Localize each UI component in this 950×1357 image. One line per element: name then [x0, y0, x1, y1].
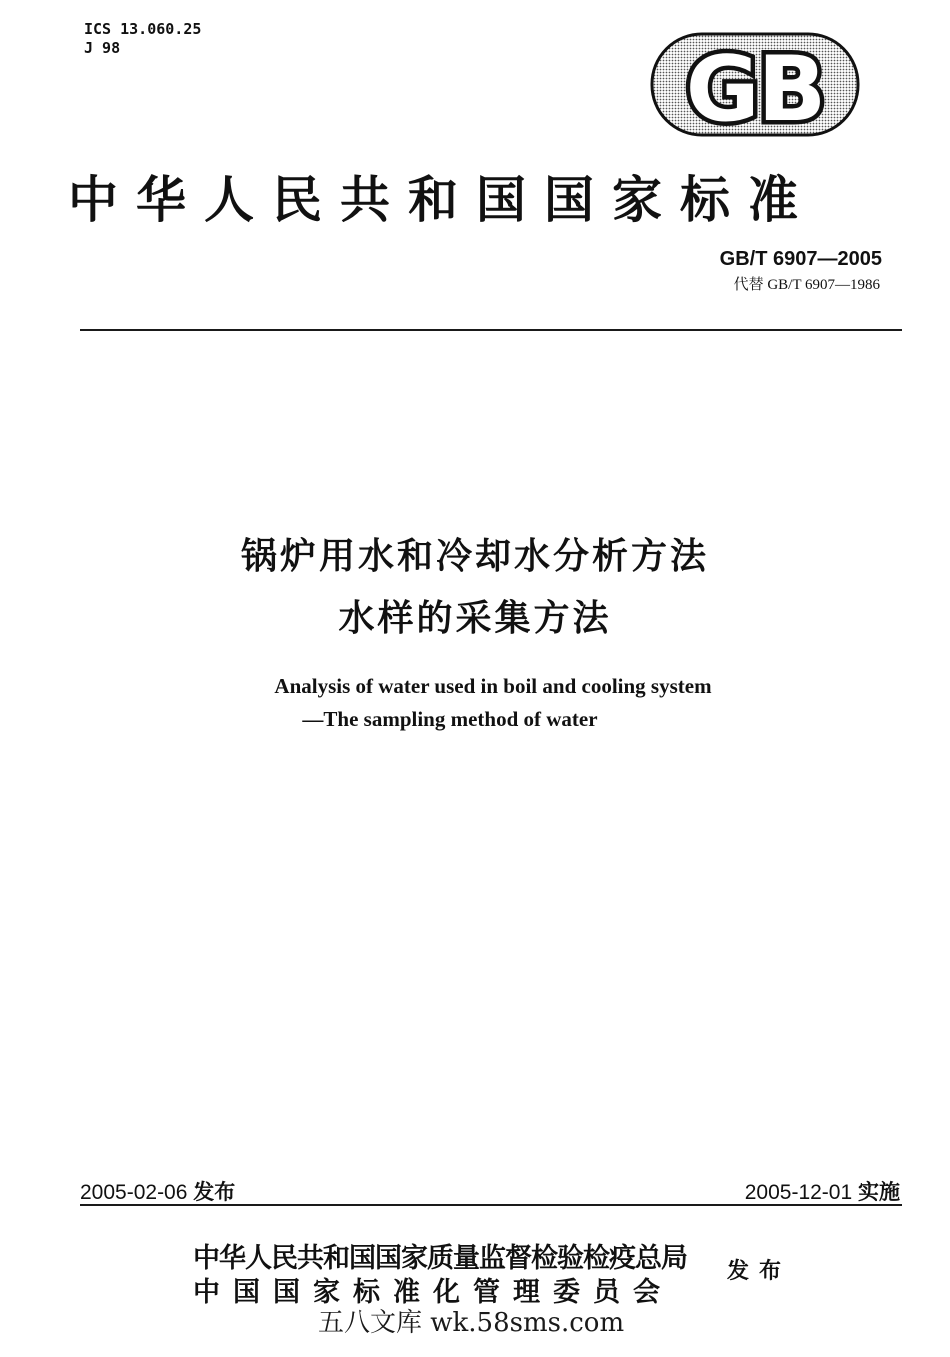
- issuer-line1: 中华人民共和国国家质量监督检验检疫总局: [193, 1243, 687, 1274]
- issuer-line2: 中国国家标准化管理委员会: [193, 1277, 673, 1308]
- standard-number: GB/T 6907—2005: [719, 248, 882, 270]
- header-divider: [80, 329, 902, 331]
- ics-code: ICS 13.060.25: [84, 20, 202, 38]
- authority-title: 中华人民共和国国家标准: [68, 170, 816, 229]
- implement-label: 实施: [858, 1180, 900, 1204]
- title-cn-line1: 锅炉用水和冷却水分析方法: [240, 536, 709, 577]
- title-en-line1: Analysis of water used in boil and cooling system: [274, 674, 712, 698]
- footer-divider: [80, 1204, 902, 1206]
- issue-date-block: [80, 1176, 235, 1206]
- classification-codes: [84, 20, 201, 58]
- implement-date: 2005-12-01: [744, 1181, 853, 1204]
- issue-date: 2005-02-06: [80, 1181, 188, 1204]
- gb-logo: [650, 32, 860, 137]
- issue-label: 发布: [193, 1180, 236, 1204]
- watermark: 五八文库 wk.58sms.com: [318, 1308, 625, 1338]
- title-cn-line2: 水样的采集方法: [338, 598, 612, 639]
- svg-text:GB: GB: [685, 37, 825, 137]
- title-en-line2: —The sampling method of water: [302, 707, 598, 731]
- ccs-code: J 98: [84, 39, 121, 57]
- replaces-standard: 代替 GB/T 6907—1986: [733, 277, 880, 293]
- issue-verb: 发布: [727, 1258, 792, 1284]
- implement-date-block: [745, 1176, 900, 1206]
